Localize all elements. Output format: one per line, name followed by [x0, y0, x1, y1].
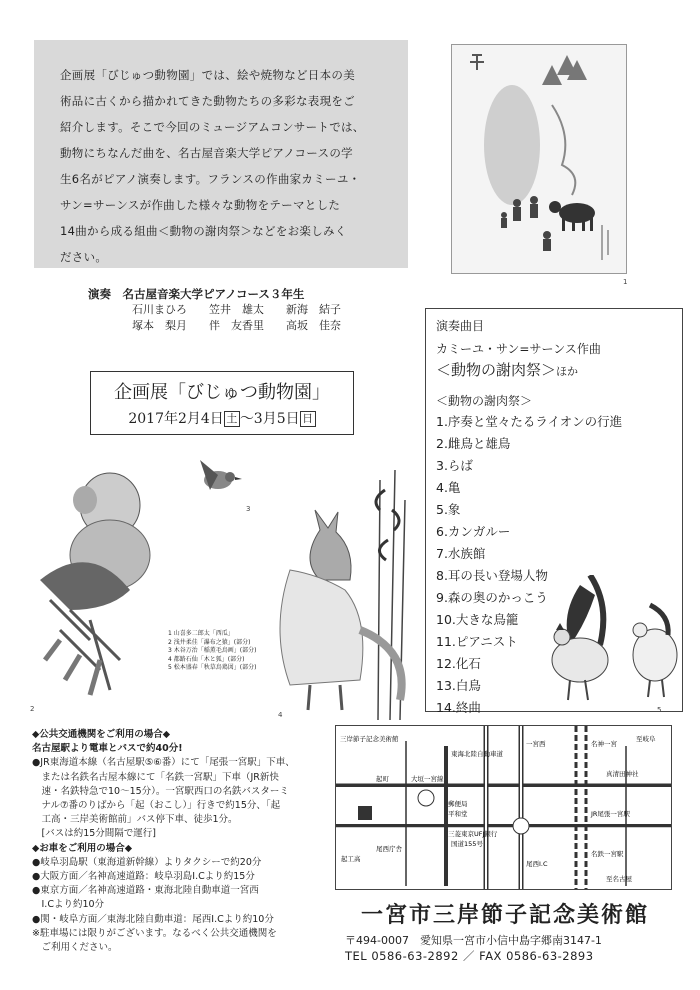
performers-title: 演奏 名古屋音楽大学ピアノコース３年生 [88, 287, 305, 301]
intro-text-block [34, 40, 408, 268]
access-line: ※駐車場には限りがございます。なるべく公共交通機関を [32, 927, 277, 939]
map-label: 郵便局 [448, 800, 468, 808]
suite-suffix: ほか [556, 365, 579, 378]
roosters-illustration [540, 575, 688, 715]
map-label: 名神一宮 [591, 740, 617, 748]
map-label: 平和堂 [448, 810, 468, 818]
caption: 1 山喜多二郎太「西瓜」 [168, 630, 234, 637]
intro-line: 術品に古くから描かれてきた動物たちの多彩な表現をご [60, 94, 355, 108]
museum-address: 〒494-0007 愛知県一宮市小信中島字郷南3147-1 [345, 934, 602, 947]
landscape-illustration [452, 45, 626, 273]
program-item: 11.ピアニスト [436, 634, 518, 649]
access-line: ご利用ください。 [32, 942, 118, 954]
exhibition-box [90, 371, 354, 435]
access-line: ◆お車をご利用の場合◆ [32, 842, 133, 854]
figure-number: 1 [623, 278, 628, 286]
figure-number: 2 [30, 705, 35, 713]
access-line: ナル⑦番のりばから「起（おこし）」行きで約15分、「起 [32, 800, 281, 812]
access-line: ●大阪方面／名神高速道路：岐阜羽島I.Cより約15分 [32, 871, 255, 883]
map-label: 三菱東京UFJ銀行 [448, 830, 498, 838]
painting-landscape-cow [451, 44, 627, 274]
monkey-illustration [30, 460, 170, 710]
intro-line: 企画展「びじゅつ動物園」では、絵や焼物など日本の美 [60, 68, 355, 82]
access-map [335, 725, 672, 890]
program-subheading: ＜動物の謝肉祭＞ [436, 394, 533, 408]
date-start: 2017年2月4日 [128, 411, 224, 427]
program-item: 6.カンガルー [436, 524, 511, 539]
program-item: 9.森の奥のかっこう [436, 590, 548, 605]
map-label: 尾西庁舎 [376, 845, 402, 853]
map-label: 一宮西 [526, 740, 546, 748]
exhibition-title: 企画展「びじゅつ動物園」 [114, 382, 330, 403]
figure-captions [168, 630, 256, 673]
program-item: 10.大きな鳥籠 [436, 612, 519, 627]
access-line: 工高・三岸美術館前」バス停下車、徒歩1分。 [32, 814, 238, 826]
map-label: JR尾張一宮駅 [591, 810, 630, 818]
map-graphic [336, 726, 671, 889]
access-line: 名古屋駅より電車とバスで約40分! [32, 743, 183, 755]
intro-line: サン=サーンスが作曲した様々な動物をテーマとした [60, 198, 341, 212]
exhibition-dates [91, 408, 353, 428]
program-item: 7.水族館 [436, 546, 486, 561]
date-end: ～3月5日 [239, 411, 300, 427]
map-label: 至名古屋 [606, 875, 632, 883]
program-item: 3.らば [436, 458, 473, 473]
museum-phone: TEL 0586-63-2892 ／ FAX 0586-63-2893 [345, 949, 594, 963]
performer-row: 石川まひろ 笠井 雄太 新海 結子 [132, 303, 341, 316]
fox-illustration [260, 470, 420, 720]
intro-line: 生6名がピアノ演奏します。フランスの作曲家カミーユ・ [60, 172, 361, 186]
access-line: I.Cより約10分 [32, 899, 105, 911]
sparrow-illustration [190, 455, 250, 505]
program-item: 2.雌鳥と雄鳥 [436, 436, 511, 451]
map-label: 大垣一宮線 [411, 775, 444, 783]
access-line: ◆公共交通機関をご利用の場合◆ [32, 729, 171, 740]
program-item: 13.白鳥 [436, 678, 481, 693]
access-line: または名鉄名古屋本線にて「名鉄一宮駅」下車（JR新快 [32, 771, 279, 783]
intro-line: 14曲から成る組曲＜動物の謝肉祭＞などをお楽しみく [60, 224, 347, 238]
caption: 5 松本盛春「秋草鳥鶏図」(部分) [168, 664, 257, 671]
day-badge: 日 [300, 411, 316, 427]
map-label: 名鉄一宮駅 [591, 850, 624, 858]
performer-names [132, 302, 341, 334]
access-line: ●関・岐阜方面／東海北陸自動車道：尾西I.Cより約10分 [32, 913, 274, 925]
access-info [32, 728, 322, 955]
intro-line: 紹介します。そこで今回のミュージアムコンサートでは、 [60, 120, 365, 134]
map-label: 東海北陸自動車道 [451, 750, 503, 758]
map-label: 三岸節子記念美術館 [340, 735, 399, 743]
suite-title: ＜動物の謝肉祭＞ [436, 361, 557, 379]
program-item: 1.序奏と堂々たるライオンの行進 [436, 414, 623, 429]
figure-number: 5 [657, 706, 662, 714]
figure-number: 3 [246, 505, 251, 513]
access-line: ●JR東海道本線（名古屋駅⑤⑥番）にて「尾張一宮駅」下車、 [32, 757, 295, 769]
performer-row: 塚本 梨月 伴 友香里 高坂 佳奈 [132, 319, 341, 332]
caption: 4 都路石仙「木と狐」(部分) [168, 655, 245, 663]
access-line: [バスは約15分間隔で運行] [32, 828, 157, 840]
access-line: 速・名鉄特急で10～15分）。一宮駅西口の名鉄バスターミ [32, 785, 289, 797]
access-line: ●東京方面／名神高速道路・東海北陸自動車道一宮西 [32, 885, 259, 897]
map-label: 真清田神社 [606, 770, 639, 778]
caption: 2 浅井柔佳「瀑布之猿」(部分) [168, 638, 251, 646]
program-item: 5.象 [436, 502, 461, 517]
figure-number: 4 [278, 711, 283, 719]
map-label: 尾西I.C [526, 860, 548, 868]
program-heading: 演奏曲目 [436, 319, 485, 333]
day-badge: 土 [224, 411, 240, 427]
caption: 3 木谷万治「稲薫毛鳥画」(部分) [168, 647, 257, 654]
map-label: 国道155号 [451, 840, 483, 848]
intro-line: 動物にちなんだ曲を、名古屋音楽大学ピアノコースの学 [60, 146, 353, 160]
map-label: 起工高 [341, 855, 361, 863]
museum-name: 一宮市三岸節子記念美術館 [360, 902, 649, 928]
program-item: 4.亀 [436, 480, 461, 495]
program-suite [436, 359, 672, 380]
access-line: ●岐阜羽島駅（東海道新幹線）よりタクシーで約20分 [32, 856, 262, 868]
program-item: 8.耳の長い登場人物 [436, 568, 548, 583]
program-item: 14.終曲 [436, 700, 481, 715]
map-label: 至岐阜 [636, 735, 656, 743]
map-label: 起町 [376, 775, 389, 783]
intro-line: ださい。 [60, 250, 108, 264]
museum-marker [358, 806, 372, 820]
program-composer: カミーユ・サン=サーンス作曲 [436, 342, 601, 356]
program-item: 12.化石 [436, 656, 481, 671]
